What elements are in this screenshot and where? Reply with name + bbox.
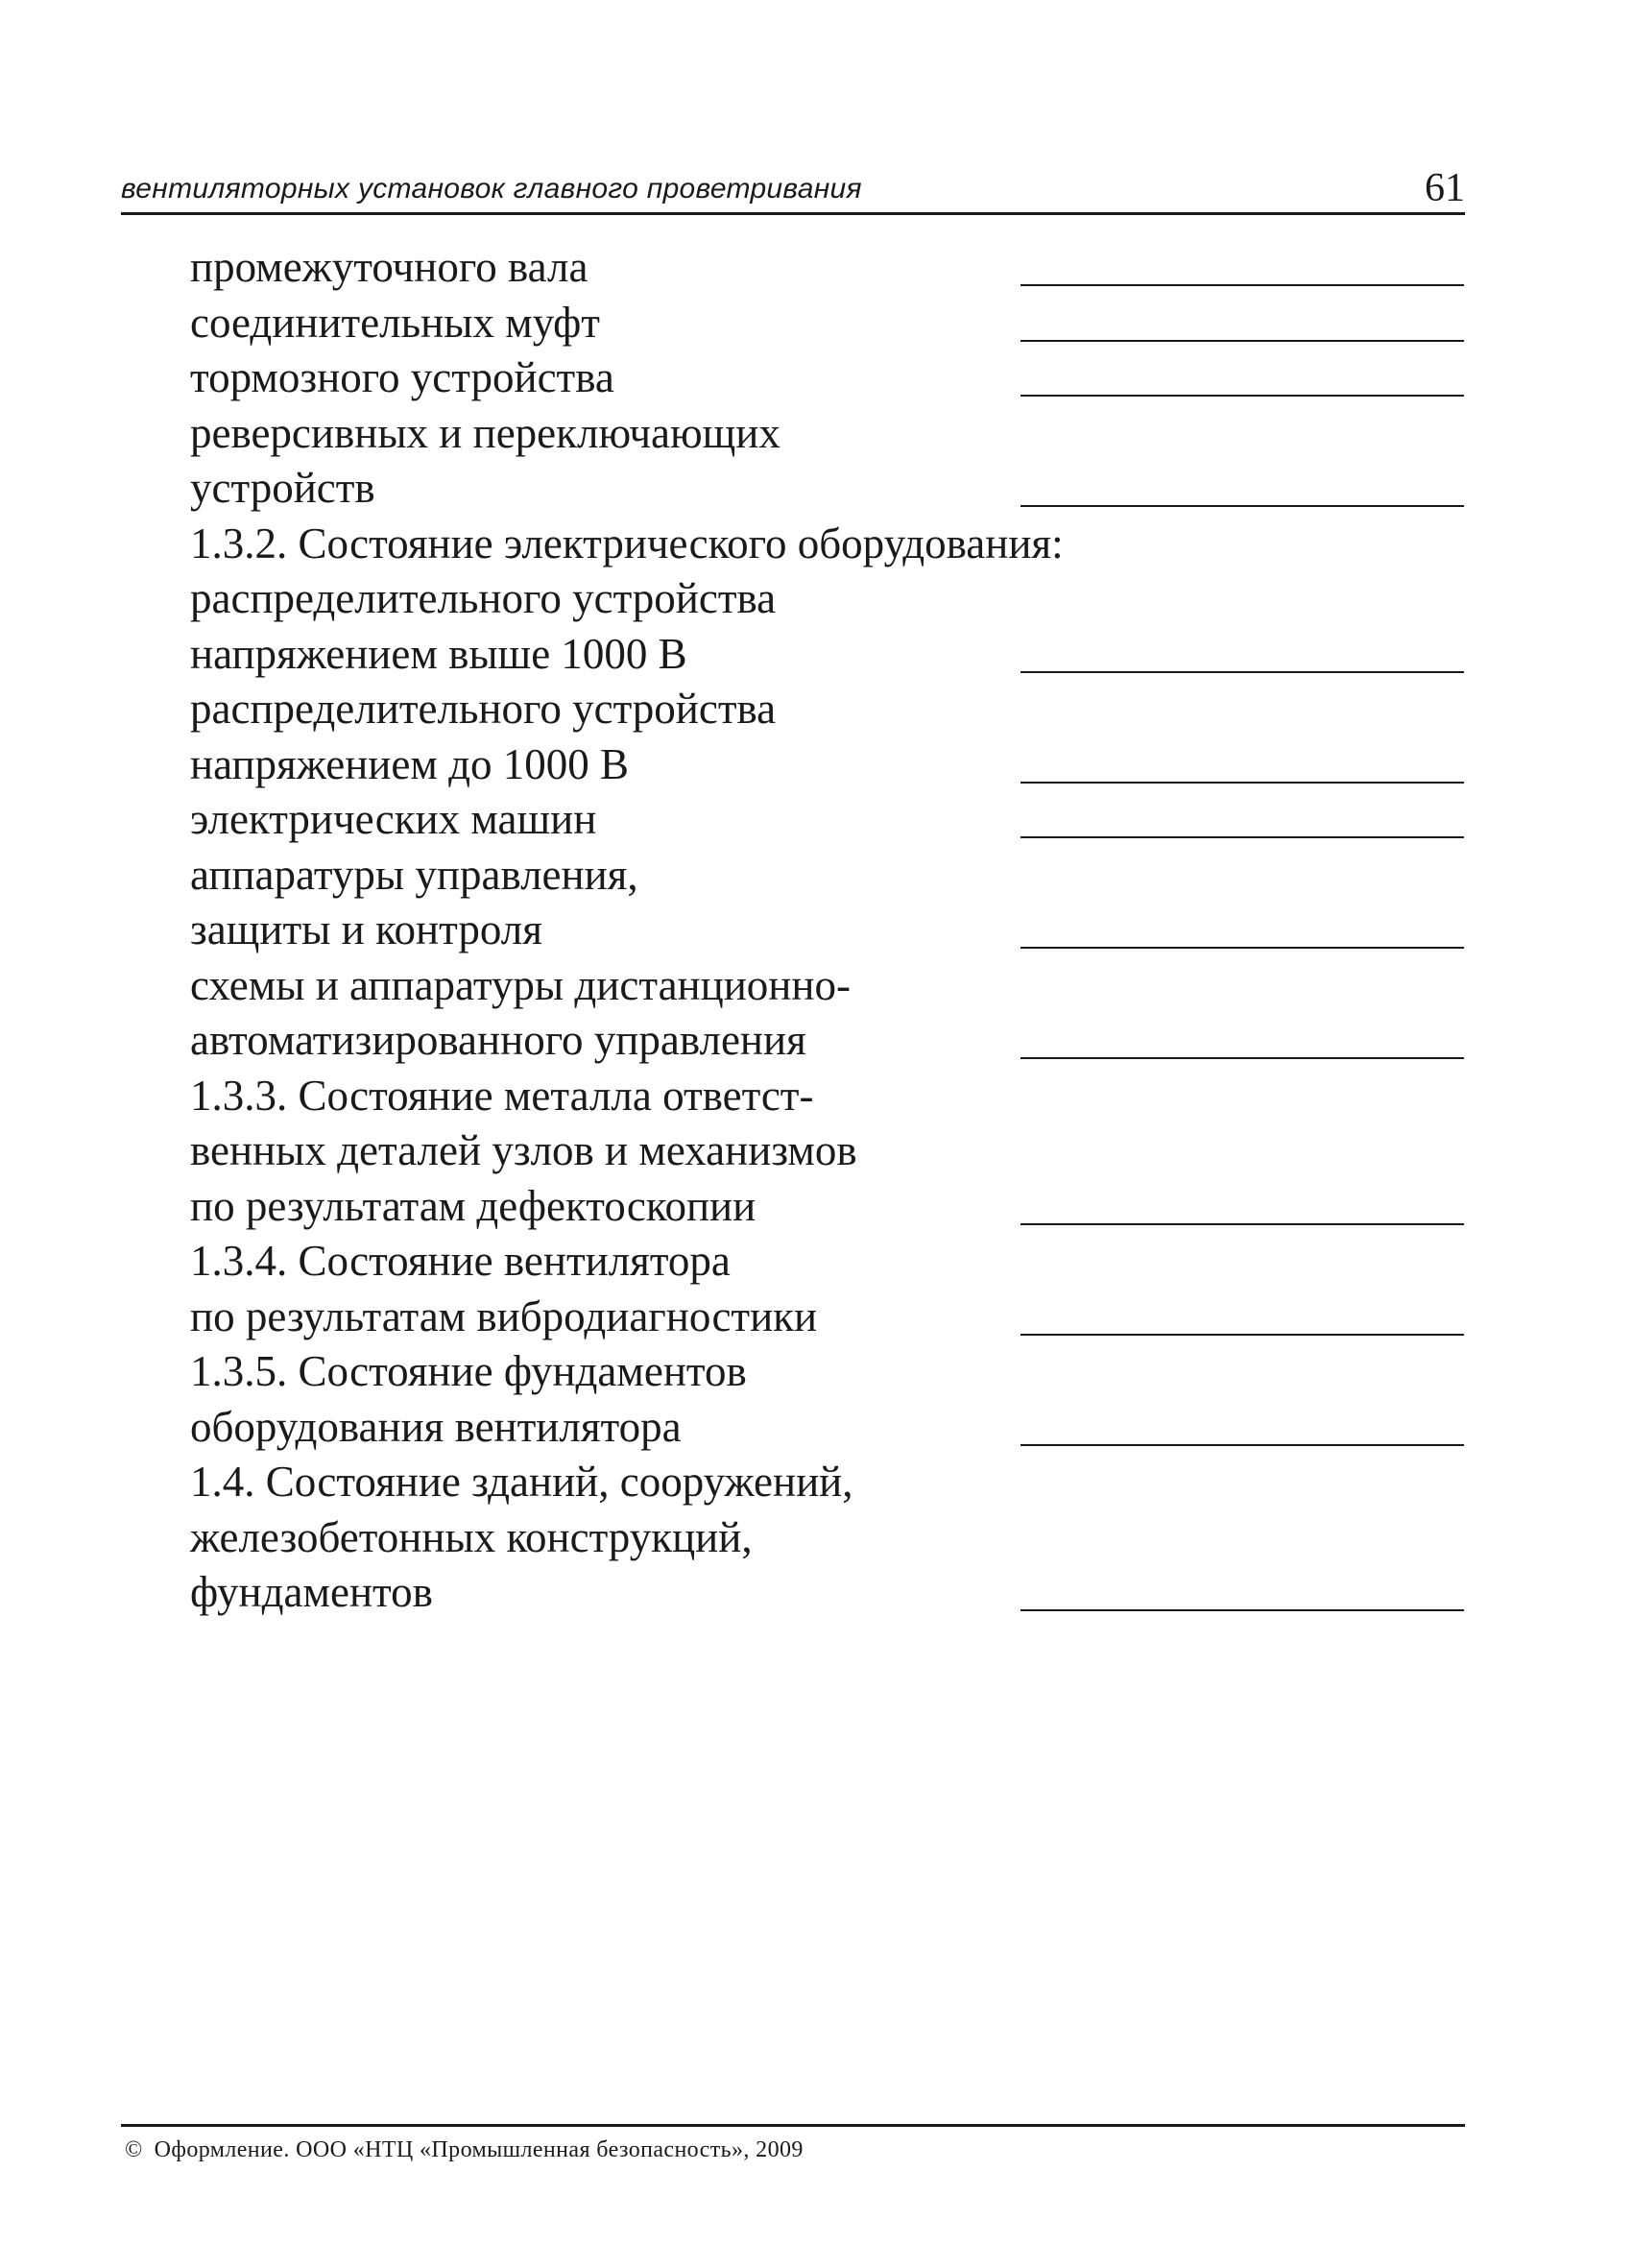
- fill-in-blank[interactable]: [1021, 1444, 1464, 1446]
- section-heading: [190, 517, 1465, 572]
- line-text: 1.3.2. Состояние электрического оборудования:: [190, 519, 1064, 567]
- form-line: [190, 627, 1465, 683]
- fill-in-blank[interactable]: [1021, 1334, 1464, 1336]
- line-text: распределительного устройства: [190, 574, 777, 622]
- fill-in-blank[interactable]: [1021, 284, 1464, 286]
- line-text: реверсивных и переключающих: [190, 408, 780, 457]
- form-line: [190, 737, 1465, 793]
- form-line: [190, 406, 1465, 462]
- line-text: аппаратуры управления,: [190, 850, 638, 899]
- form-line: [190, 903, 1465, 958]
- form-line: [190, 350, 1465, 406]
- form-line: [190, 1290, 1465, 1345]
- form-line: [190, 1013, 1465, 1069]
- section-heading: [190, 1234, 1465, 1290]
- line-text: по результатам дефектоскопии: [190, 1181, 756, 1230]
- fill-in-blank[interactable]: [1021, 395, 1464, 397]
- fill-in-blank[interactable]: [1021, 1609, 1464, 1611]
- form-line: [190, 240, 1465, 296]
- page-number: 61: [1425, 166, 1465, 210]
- form-line: [190, 792, 1465, 848]
- form-content: [190, 240, 1465, 1621]
- copyright-icon: ©: [125, 2137, 143, 2162]
- form-line: [190, 571, 1465, 627]
- line-text: по результатам вибродиагностики: [190, 1291, 818, 1340]
- form-line: [190, 296, 1465, 351]
- form-line: [190, 1400, 1465, 1456]
- footer-text: Оформление. ООО «НТЦ «Промышленная безопасность», 2009: [154, 2137, 804, 2162]
- form-line: [190, 848, 1465, 904]
- form-line: [190, 461, 1465, 517]
- line-text: распределительного устройства: [190, 685, 777, 733]
- line-text: 1.3.5. Состояние фундаментов: [190, 1347, 747, 1395]
- fill-in-blank[interactable]: [1021, 671, 1464, 673]
- section-heading: [190, 1344, 1465, 1400]
- line-text: соединительных муфт: [190, 298, 600, 347]
- fill-in-blank[interactable]: [1021, 836, 1464, 838]
- fill-in-blank[interactable]: [1021, 1223, 1464, 1225]
- form-line: [190, 958, 1465, 1014]
- line-text: 1.4. Состояние зданий, сооружений,: [190, 1458, 853, 1506]
- section-heading: [190, 1455, 1465, 1510]
- line-text: схемы и аппаратуры дистанционно-: [190, 960, 851, 1009]
- footer-rule: [121, 2124, 1465, 2127]
- line-text: устройств: [190, 464, 375, 512]
- form-line: [190, 1510, 1465, 1566]
- line-text: 1.3.3. Состояние металла ответст-: [190, 1071, 814, 1120]
- line-text: венных деталей узлов и механизмов: [190, 1126, 857, 1174]
- fill-in-blank[interactable]: [1021, 505, 1464, 507]
- line-text: электрических машин: [190, 795, 597, 843]
- line-text: автоматизированного управления: [190, 1016, 806, 1064]
- form-line: [190, 682, 1465, 737]
- line-text: напряжением выше 1000 В: [190, 629, 687, 678]
- section-heading: [190, 1069, 1465, 1124]
- line-text: 1.3.4. Состояние вентилятора: [190, 1237, 731, 1285]
- form-line: [190, 1565, 1465, 1621]
- header-title: вентиляторных установок главного проветривания: [121, 173, 862, 205]
- line-text: тормозного устройства: [190, 353, 614, 401]
- fill-in-blank[interactable]: [1021, 782, 1464, 784]
- fill-in-blank[interactable]: [1021, 947, 1464, 949]
- form-line: [190, 1179, 1465, 1235]
- line-text: оборудования вентилятора: [190, 1402, 682, 1451]
- line-text: напряжением до 1000 В: [190, 739, 629, 788]
- line-text: защиты и контроля: [190, 905, 542, 953]
- header-rule: [121, 212, 1465, 215]
- fill-in-blank[interactable]: [1021, 1057, 1464, 1059]
- fill-in-blank[interactable]: [1021, 340, 1464, 342]
- footer-copyright: [125, 2137, 804, 2163]
- line-text: промежуточного вала: [190, 243, 588, 291]
- running-header: [121, 161, 1465, 215]
- form-line: [190, 1123, 1465, 1179]
- line-text: железобетонных конструкций,: [190, 1512, 753, 1561]
- line-text: фундаментов: [190, 1568, 433, 1616]
